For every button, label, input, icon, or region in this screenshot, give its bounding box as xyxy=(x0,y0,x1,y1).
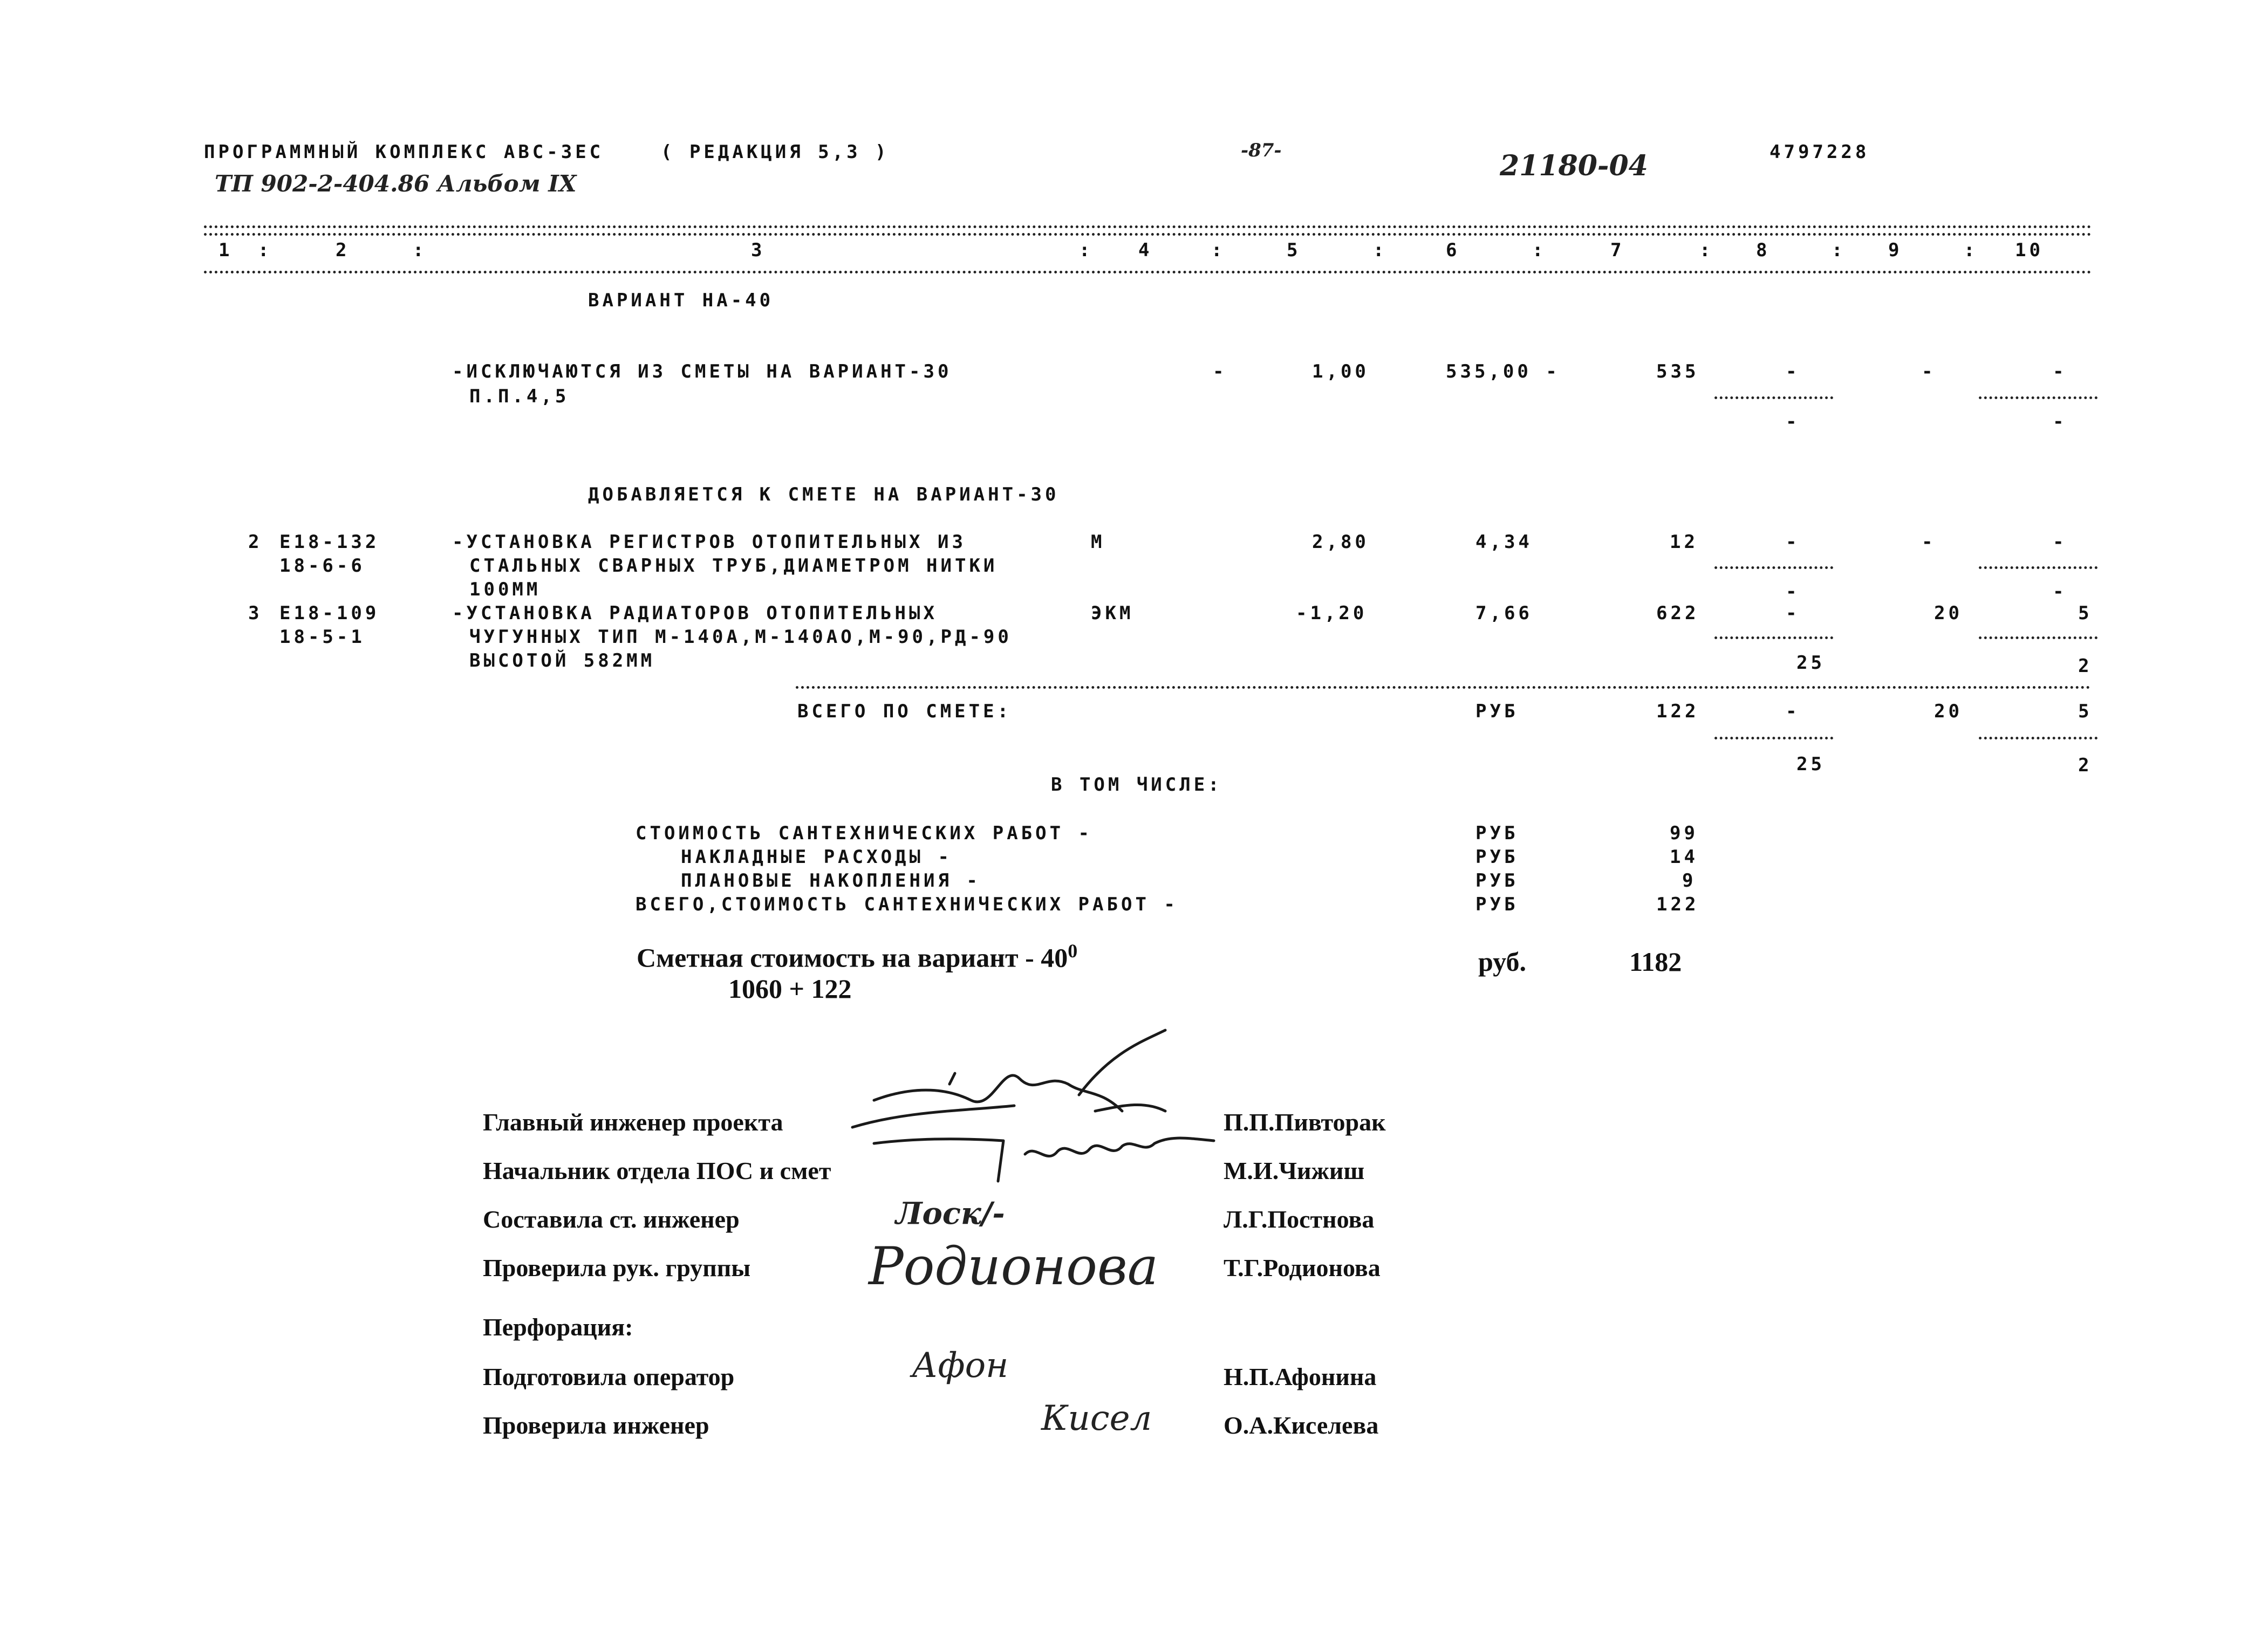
col-separator: : xyxy=(1832,239,1846,261)
row-c8-top: - xyxy=(1786,531,1800,553)
total-label: ВСЕГО ПО СМЕТЕ: xyxy=(797,701,1012,722)
row-num: 3 xyxy=(248,602,263,624)
total-c9: 20 xyxy=(1934,701,1963,722)
excluded-c10-bottom: - xyxy=(2053,411,2067,433)
total-unit: РУБ xyxy=(1475,701,1519,722)
row-num: 2 xyxy=(248,531,263,553)
document-number: 4797228 xyxy=(1770,141,1870,163)
excluded-c10-top: - xyxy=(2053,361,2067,382)
row-subcode: 18-6-6 xyxy=(279,555,365,577)
cell-divider xyxy=(1714,396,1833,399)
row-price: 4,34 xyxy=(1475,531,1533,553)
document-code: 21180-04 xyxy=(1500,149,1648,182)
col-separator: : xyxy=(1964,239,1978,261)
breakdown-label: ВСЕГО,СТОИМОСТЬ САНТЕХНИЧЕСКИХ РАБОТ - xyxy=(636,894,1178,915)
row-price: 7,66 xyxy=(1475,602,1533,624)
excluded-c4: - xyxy=(1213,361,1227,382)
header-bottom-rule xyxy=(204,271,2092,273)
total-top-rule xyxy=(796,686,2091,689)
total-c8-bottom: 25 xyxy=(1796,753,1825,775)
col-separator: : xyxy=(1373,239,1388,261)
breakdown-unit: РУБ xyxy=(1475,846,1519,868)
row-desc-line1: -УСТАНОВКА РАДИАТОРОВ ОТОПИТЕЛЬНЫХ xyxy=(452,602,938,624)
edition-label: ( РЕДАКЦИЯ 5,3 ) xyxy=(661,141,890,163)
excluded-c8-top: - xyxy=(1786,361,1800,382)
breakdown-label: СТОИМОСТЬ САНТЕХНИЧЕСКИХ РАБОТ - xyxy=(636,823,1093,844)
col-8: 8 xyxy=(1756,239,1771,261)
added-title: ДОБАВЛЯЕТСЯ К СМЕТЕ НА ВАРИАНТ-30 xyxy=(588,484,1060,505)
header-top-rule-2 xyxy=(204,233,2092,236)
signature-role: Начальник отдела ПОС и смет xyxy=(483,1157,831,1184)
col-6: 6 xyxy=(1446,239,1460,261)
breakdown-value: 122 xyxy=(1656,894,1699,915)
col-2: 2 xyxy=(336,239,350,261)
row-code: Е18-132 xyxy=(279,531,380,553)
total-value: 122 xyxy=(1656,701,1699,722)
excluded-total: 535 xyxy=(1656,361,1699,382)
variant-title: ВАРИАНТ НА-40 xyxy=(588,290,774,311)
row-subcode: 18-5-1 xyxy=(279,626,365,648)
signature-afonina: Афон xyxy=(912,1346,1009,1386)
row-c9: - xyxy=(1922,531,1936,553)
total-c8-top: - xyxy=(1786,701,1800,722)
row-total: 622 xyxy=(1656,602,1699,624)
row-c9: 20 xyxy=(1934,602,1963,624)
estimate-calc: 1060 + 122 xyxy=(728,974,852,1004)
breakdown-value: 9 xyxy=(1682,870,1697,892)
signature-postnova: Лоск/- xyxy=(896,1196,1005,1231)
row-unit: ЭКМ xyxy=(1091,602,1134,624)
row-unit: М xyxy=(1091,531,1105,553)
col-separator: : xyxy=(1699,239,1714,261)
signature-role: Проверила инженер xyxy=(483,1411,709,1439)
row-code: Е18-109 xyxy=(279,602,380,624)
excluded-c8-bottom: - xyxy=(1786,411,1800,433)
row-c8-bottom: 25 xyxy=(1796,652,1825,674)
col-separator: : xyxy=(1532,239,1547,261)
row-c10-bottom: - xyxy=(2053,581,2067,602)
row-c8-bottom: - xyxy=(1786,581,1800,602)
header-top-rule xyxy=(204,225,2092,228)
row-total: 12 xyxy=(1670,531,1698,553)
col-3: 3 xyxy=(751,239,766,261)
signature-name: Т.Г.Родионова xyxy=(1224,1254,1381,1282)
total-c10-top: 5 xyxy=(2078,701,2093,722)
col-separator: : xyxy=(413,239,427,261)
including-title: В ТОМ ЧИСЛЕ: xyxy=(1051,774,1222,796)
signature-name: Н.П.Афонина xyxy=(1224,1363,1377,1390)
row-c10-bottom: 2 xyxy=(2078,655,2093,677)
estimate-label: Сметная стоимость на вариант - $40^0$ xyxy=(637,940,1078,973)
col-1: 1 xyxy=(218,239,233,261)
row-qty: -1,20 xyxy=(1296,602,1368,624)
estimate-unit: руб. xyxy=(1478,947,1526,977)
signature-name: П.П.Пивторак xyxy=(1224,1108,1386,1136)
col-separator: : xyxy=(1211,239,1226,261)
row-desc-line1: -УСТАНОВКА РЕГИСТРОВ ОТОПИТЕЛЬНЫХ ИЗ xyxy=(452,531,966,553)
row-qty: 2,80 xyxy=(1312,531,1369,553)
row-c10-top: - xyxy=(2053,531,2067,553)
perforation-label: Перфорация: xyxy=(483,1313,633,1341)
signature-name: Л.Г.Постнова xyxy=(1224,1205,1375,1233)
row-c8-top: - xyxy=(1786,602,1800,624)
cell-divider xyxy=(1979,737,2098,739)
row-desc-line3: ВЫСОТОЙ 582ММ xyxy=(469,650,655,671)
breakdown-value: 99 xyxy=(1670,823,1698,844)
row-desc-line2: ЧУГУННЫХ ТИП М-140А,М-140АО,М-90,РД-90 xyxy=(469,626,1012,648)
breakdown-unit: РУБ xyxy=(1475,823,1519,844)
row-desc-line3: 100ММ xyxy=(469,579,541,600)
cell-divider xyxy=(1979,396,2098,399)
signature-name: М.И.Чижиш xyxy=(1224,1157,1365,1184)
page-mark: -87- xyxy=(1241,140,1282,161)
row-desc-line2: СТАЛЬНЫХ СВАРНЫХ ТРУБ,ДИАМЕТРОМ НИТКИ xyxy=(469,555,998,577)
signature-name: О.А.Киселева xyxy=(1224,1411,1379,1439)
breakdown-label: ПЛАНОВЫЕ НАКОПЛЕНИЯ - xyxy=(681,870,981,892)
excluded-c9: - xyxy=(1922,361,1936,382)
col-9: 9 xyxy=(1888,239,1903,261)
cell-divider xyxy=(1714,737,1833,739)
cell-divider xyxy=(1979,636,2098,639)
signature-chizhish-scribble xyxy=(863,1122,1241,1197)
col-7: 7 xyxy=(1610,239,1625,261)
estimate-value: 1182 xyxy=(1629,947,1682,977)
signature-role: Подготовила оператор xyxy=(483,1363,735,1390)
breakdown-unit: РУБ xyxy=(1475,870,1519,892)
breakdown-unit: РУБ xyxy=(1475,894,1519,915)
breakdown-value: 14 xyxy=(1670,846,1698,868)
signature-role: Главный инженер проекта xyxy=(483,1108,783,1136)
cell-divider xyxy=(1714,636,1833,639)
excluded-price: 535,00 - xyxy=(1446,361,1560,382)
cell-divider xyxy=(1714,566,1833,569)
signature-kiseleva: Кисел xyxy=(1041,1399,1152,1438)
program-title: ПРОГРАММНЫЙ КОМПЛЕКС АВС-ЗЕС xyxy=(204,141,604,163)
col-5: 5 xyxy=(1287,239,1301,261)
excluded-qty: 1,00 xyxy=(1312,361,1369,382)
col-4: 4 xyxy=(1138,239,1153,261)
total-c10-bottom: 2 xyxy=(2078,755,2093,776)
signature-role: Составила ст. инженер xyxy=(483,1205,740,1233)
col-separator: : xyxy=(258,239,272,261)
signature-rodionova: Родионова xyxy=(869,1236,1158,1297)
col-10: 10 xyxy=(2015,239,2044,261)
excluded-text: -ИСКЛЮЧАЮТСЯ ИЗ СМЕТЫ НА ВАРИАНТ-30 xyxy=(452,361,952,382)
breakdown-label: НАКЛАДНЫЕ РАСХОДЫ - xyxy=(681,846,952,868)
excluded-ref: П.П.4,5 xyxy=(469,386,570,407)
cell-divider xyxy=(1979,566,2098,569)
album-note: ТП 902-2-404.86 Альбом IX xyxy=(215,170,577,197)
row-c10-top: 5 xyxy=(2078,602,2093,624)
col-separator: : xyxy=(1079,239,1094,261)
signature-role: Проверила рук. группы xyxy=(483,1254,751,1282)
